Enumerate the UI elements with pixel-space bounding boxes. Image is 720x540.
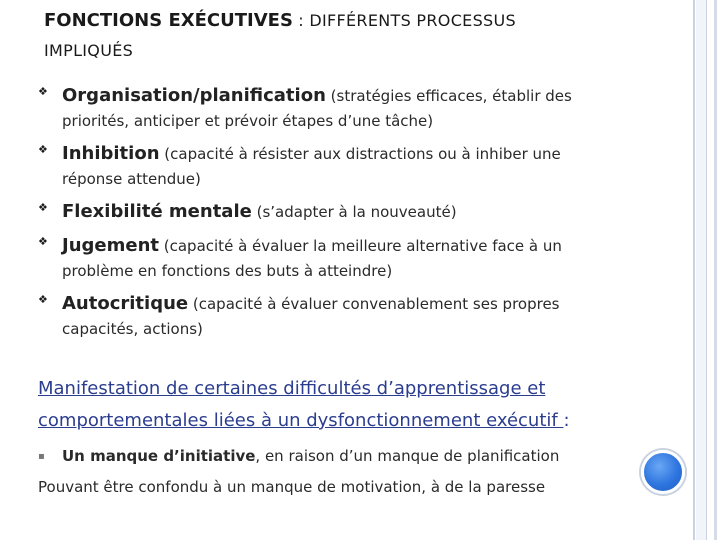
list-item bbox=[38, 233, 598, 283]
title-main: FONCTIONS EXÉCUTIVES bbox=[44, 10, 293, 31]
item-cont: réponse attendue) bbox=[62, 170, 201, 188]
title-line2: IMPLIQUÉS bbox=[44, 41, 134, 60]
item-cont: problème en fonctions des buts à atteindre) bbox=[62, 262, 393, 280]
example-block bbox=[38, 441, 638, 502]
bullet-list bbox=[38, 83, 598, 349]
frame-line bbox=[693, 0, 695, 540]
example-line2: Pouvant être confondu à un manque de motivation, à de la paresse bbox=[38, 477, 546, 496]
item-cont: capacités, actions) bbox=[62, 320, 203, 338]
diamond-bullet-icon: ❖ bbox=[38, 235, 48, 248]
list-item bbox=[38, 199, 598, 225]
decorative-circle bbox=[641, 450, 685, 494]
item-desc: (capacité à évaluer convenablement ses propres bbox=[188, 295, 560, 313]
square-bullet-icon: ▪ bbox=[38, 450, 45, 462]
item-desc: (capacité à évaluer la meilleure alternative face à un bbox=[159, 237, 562, 255]
manifestation-line1: Manifestation de certaines difficultés d’apprentissage et bbox=[38, 378, 546, 399]
item-desc: (s’adapter à la nouveauté) bbox=[251, 203, 457, 221]
diamond-bullet-icon: ❖ bbox=[38, 143, 48, 156]
item-desc: (stratégies efficaces, établir des bbox=[325, 87, 572, 105]
title-rest: : DIFFÉRENTS PROCESSUS bbox=[292, 11, 516, 30]
example-bold: Un manque d’initiative bbox=[62, 447, 256, 465]
item-head: Autocritique bbox=[62, 293, 189, 314]
item-head: Organisation/planification bbox=[62, 85, 326, 106]
manifestation-heading bbox=[38, 373, 638, 437]
diamond-bullet-icon: ❖ bbox=[38, 293, 48, 306]
item-cont: priorités, anticiper et prévoir étapes d’une tâche) bbox=[62, 112, 434, 130]
example-rest: , en raison d’un manque de planification bbox=[255, 447, 560, 465]
item-head: Inhibition bbox=[62, 143, 160, 164]
manifestation-line2: comportementales liées à un dysfonctionnement exécutif bbox=[38, 410, 564, 431]
frame-line bbox=[714, 0, 717, 540]
list-item bbox=[38, 83, 598, 133]
item-head: Jugement bbox=[62, 235, 159, 256]
list-item bbox=[38, 291, 598, 341]
frame-band bbox=[696, 0, 706, 540]
list-item bbox=[38, 141, 598, 191]
frame-line bbox=[706, 0, 707, 540]
diamond-bullet-icon: ❖ bbox=[38, 201, 48, 214]
item-head: Flexibilité mentale bbox=[62, 201, 252, 222]
diamond-bullet-icon: ❖ bbox=[38, 85, 48, 98]
item-desc: (capacité à résister aux distractions ou à inhiber une bbox=[159, 145, 561, 163]
manifestation-colon: : bbox=[563, 410, 570, 431]
slide-title bbox=[44, 6, 644, 66]
